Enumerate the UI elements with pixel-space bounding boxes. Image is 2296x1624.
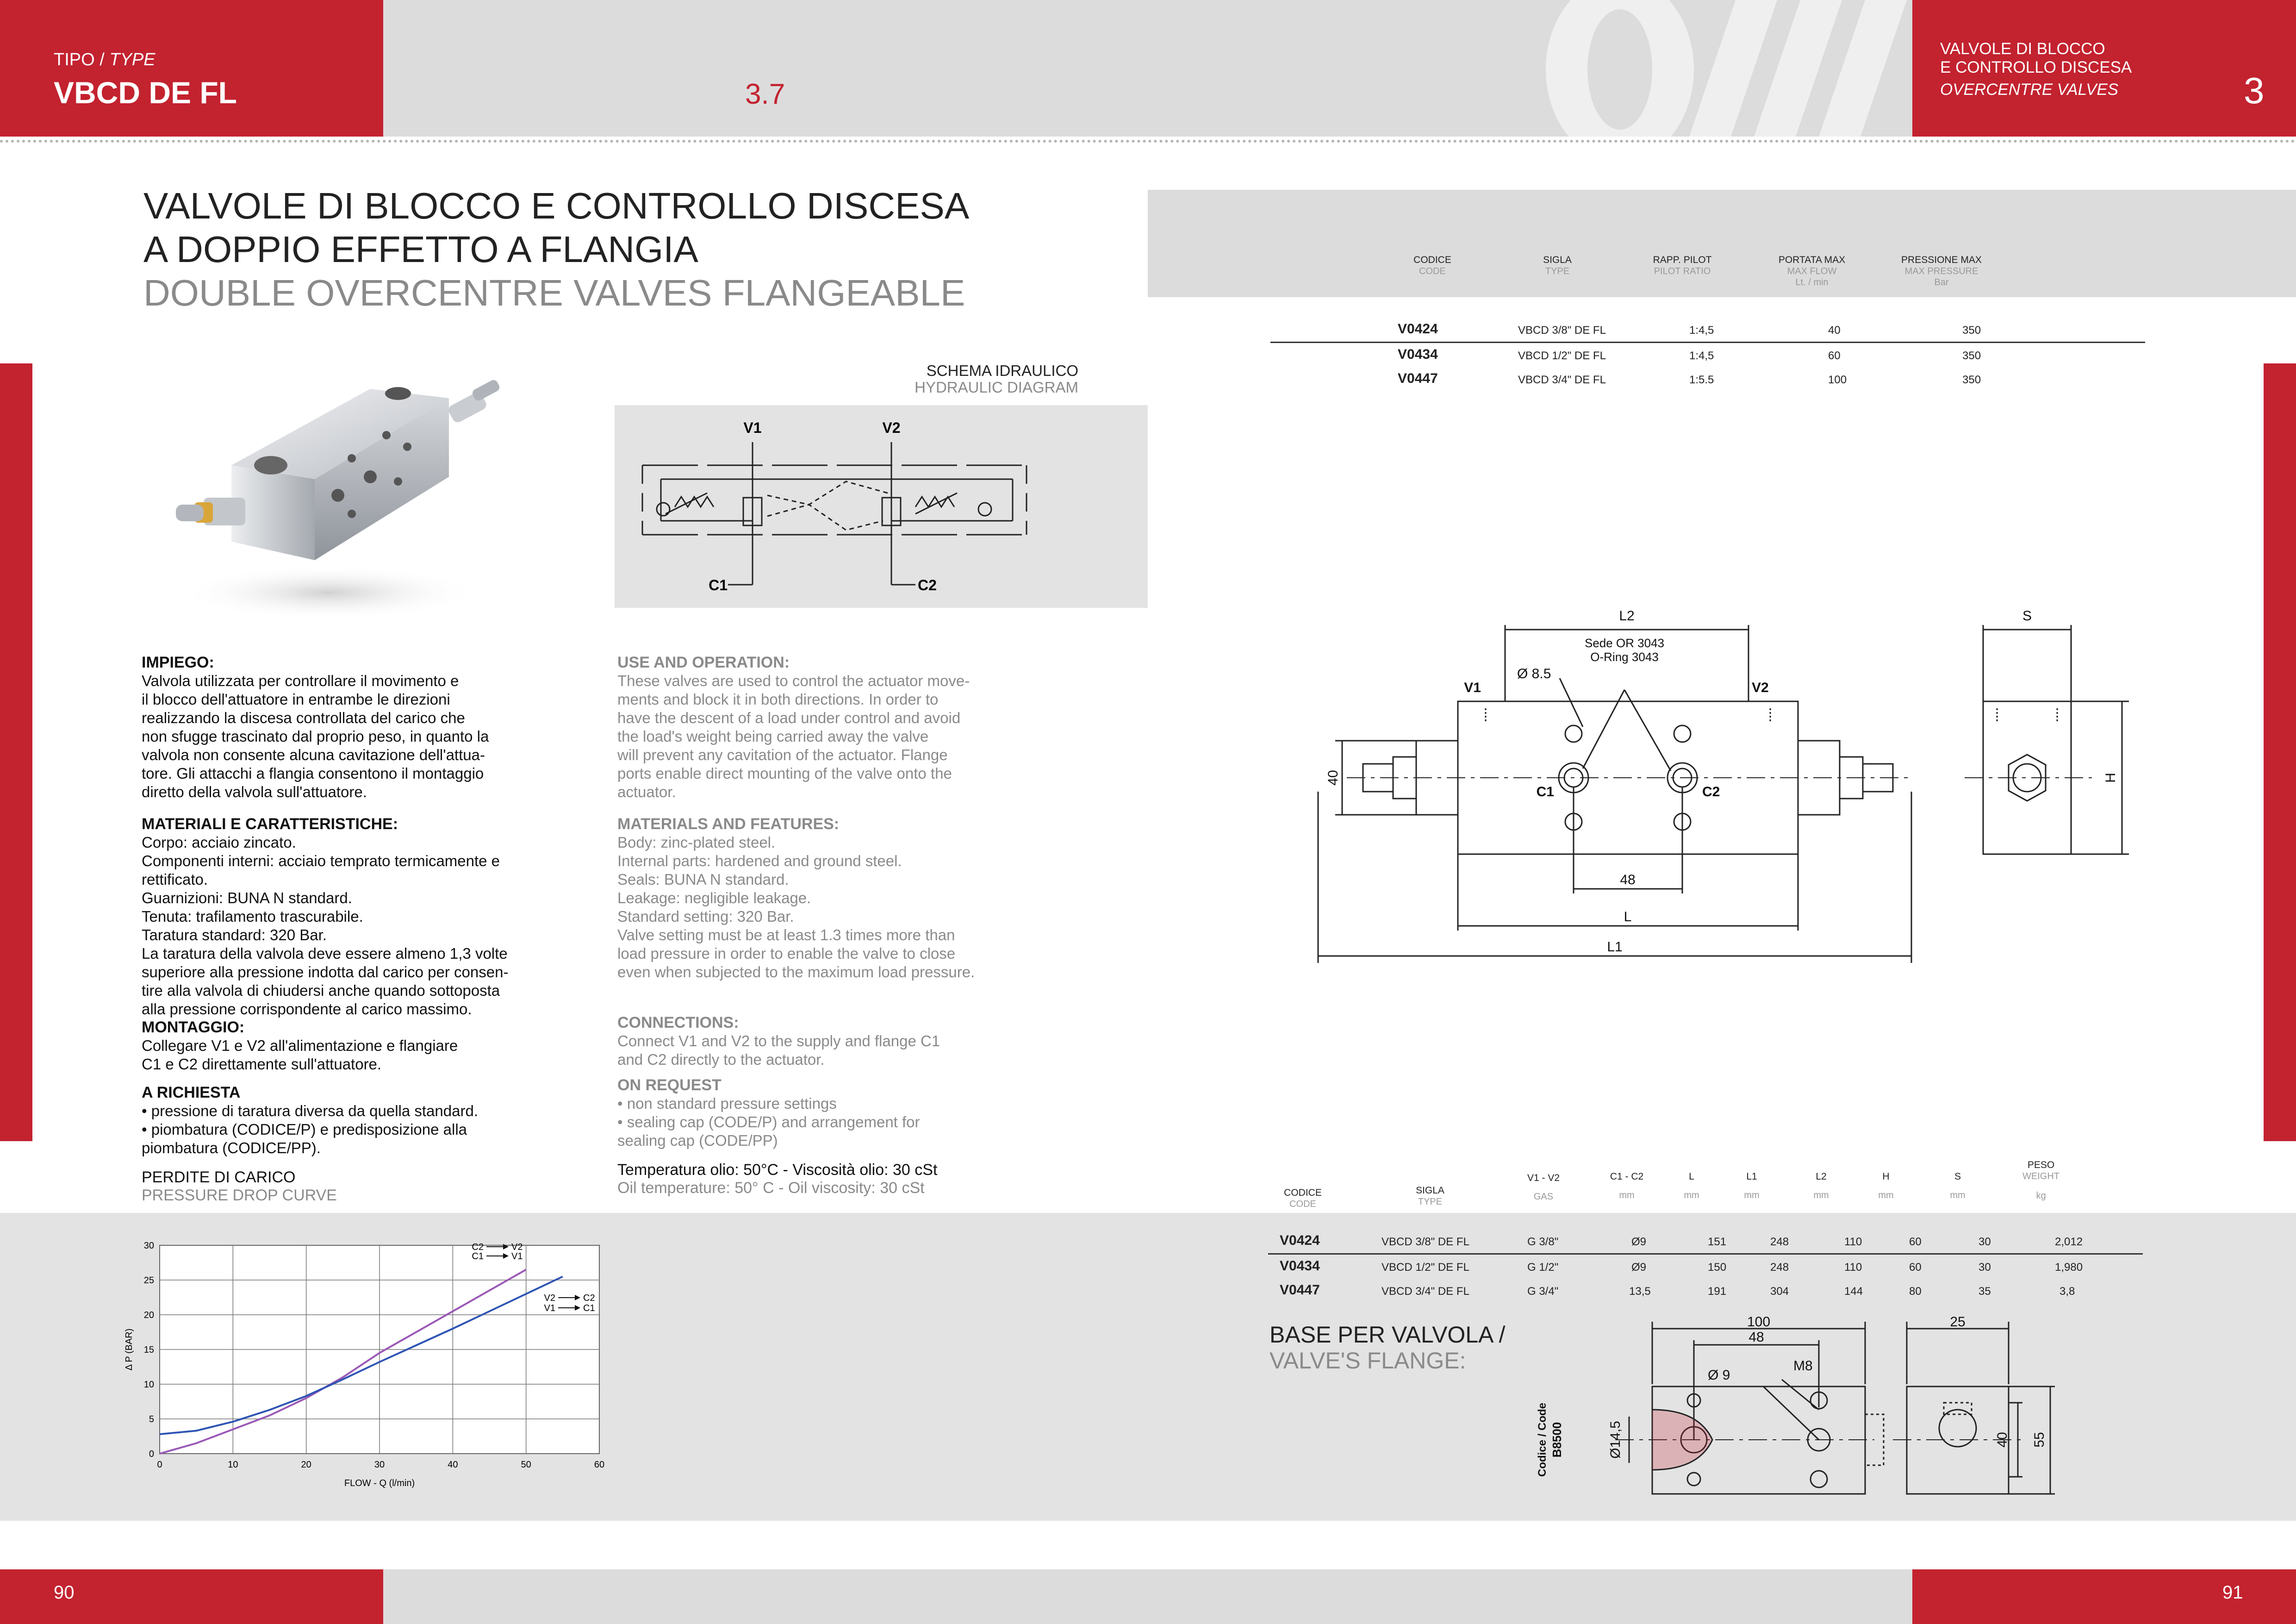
legend-to: V2 — [511, 1242, 523, 1252]
table-row: V0447 VBCD 3/4" DE FL G 3/4" 13,5 191 304 144 80 35 3,8 — [1280, 1282, 2075, 1298]
legend-from: V1 — [544, 1303, 555, 1313]
page-number-left: 90 — [54, 1582, 75, 1603]
pressure-drop-heading: PRESSURE DROP CURVE — [142, 1187, 337, 1204]
x-tick-label: 40 — [448, 1460, 458, 1470]
dim-l-label: L — [1624, 909, 1632, 924]
richiesta-text: • pressione di taratura diversa da quella standard. • piombatura (CODICE/P) e predisposizione alla piombatura (CODICE/PP). — [142, 1102, 478, 1156]
flange-dim-145: Ø14,5 — [1608, 1421, 1623, 1459]
legend-to: V1 — [511, 1251, 523, 1262]
section-number: 3.7 — [745, 78, 785, 110]
pressure-drop-chart — [111, 1227, 639, 1495]
richiesta-heading: A RICHIESTA — [142, 1084, 241, 1101]
y-tick-label: 0 — [149, 1449, 154, 1459]
valve-product-image — [176, 361, 528, 630]
use-text: These valves are used to control the actuator move- ments and block it in both directions. In order to have the descent of a load under control and avoid the load's weight being carried away the valve will prevent any cavitation of the actuator. Flange ports enable direct mounting of the valve onto the actuator. — [617, 672, 970, 800]
page-number-right: 91 — [2222, 1582, 2243, 1603]
materials-heading: MATERIALS AND FEATURES: — [617, 815, 840, 833]
dim-v1-label: V1 — [1464, 680, 1481, 695]
flange-code-label: Codice / Code — [1536, 1402, 1549, 1477]
y-tick-label: 30 — [143, 1241, 154, 1251]
flange-dim-25: 25 — [1950, 1315, 1966, 1330]
category-en: OVERCENTRE VALVES — [1940, 81, 2119, 99]
temp-it: Temperatura olio: 50°C - Viscosità olio: 30 cSt — [617, 1161, 938, 1179]
flange-dim-55: 55 — [2032, 1432, 2047, 1448]
x-tick-label: 10 — [228, 1460, 238, 1470]
connections-heading: CONNECTIONS: — [617, 1014, 739, 1031]
schema-v2-label: V2 — [882, 419, 901, 436]
flange-dim-m8: M8 — [1793, 1358, 1813, 1374]
impiego-text: Valvola utilizzata per controllare il movimento e il blocco dell'attuatore in entrambe le direzioni realizzando la discesa controllata del carico che non sfugge trascinato dal proprio peso, in quanto la valvola non consente alcuna cavitazione dell'attua- tore. Gli attacchi a flangia consentono il montaggio diretto della valvola sull'attuatore. — [142, 672, 489, 800]
materiali-text: Corpo: acciaio zincato. Componenti interni: acciaio temprato termicamente e rettificato. Guarnizioni: BUNA N standard. Tenuta: trafilamento trascurabile. Taratura standard: 320 Bar. La taratura della valvola deve essere almeno 1,3 volte superiore alla pressione indotta dal carico per consen- tire alla valvola di chiudersi anche quando sottoposta alla pressione corrispondente al carico massimo. — [142, 834, 509, 1018]
dim-48-label: 48 — [1620, 872, 1636, 887]
legend-from: V2 — [544, 1293, 555, 1303]
x-axis-label: FLOW - Q (l/min) — [344, 1478, 415, 1488]
materiali-heading: MATERIALI E CARATTERISTICHE: — [142, 815, 398, 833]
chapter-number: 3 — [2244, 70, 2265, 111]
left-edge-bar — [0, 363, 32, 1141]
flange-dim-d9: Ø 9 — [1708, 1368, 1730, 1383]
flange-code-value: B8500 — [1550, 1422, 1564, 1458]
flange-dim-100: 100 — [1747, 1315, 1771, 1330]
flange-dim-40: 40 — [1995, 1432, 2010, 1448]
dim-l2-label: L2 — [1619, 608, 1635, 624]
hydraulic-diagram — [615, 405, 1148, 608]
product-name: VBCD DE FL — [54, 75, 237, 110]
header-dotted-rule — [0, 140, 2296, 143]
dim-oring-label: O-Ring 3043 — [1590, 650, 1659, 664]
legend-to: C2 — [583, 1293, 595, 1303]
header-left-panel — [0, 0, 383, 137]
category-it-1: VALVOLE DI BLOCCO — [1940, 40, 2105, 58]
footer-center-band — [383, 1569, 1912, 1624]
dim-table-headers: CODICE CODE SIGLA TYPE V1 - V2 GAS C1 - C2 mm L mm L1 mm L2 mm H mm S mm PESO WEIGHT kg — [1284, 1160, 2060, 1209]
y-tick-label: 20 — [143, 1310, 154, 1320]
dim-c2-label: C2 — [1702, 784, 1720, 800]
dim-40-label: 40 — [1325, 770, 1341, 786]
x-tick-label: 30 — [374, 1460, 385, 1470]
flange-title: BASE PER VALVOLA / VALVE'S FLANGE: — [1269, 1322, 1506, 1374]
text-column-en — [617, 654, 1034, 1197]
materials-text: Body: zinc-plated steel. Internal parts: hardened and ground steel. Seals: BUNA N standard. Leakage: negligible leakage. Standard setting: 320 Bar. Valve setting must be at least 1.3 times more than load pressure in order to enable the valve to close even when subjected to the maximum load pressure. — [617, 834, 975, 981]
y-tick-label: 10 — [143, 1380, 154, 1390]
text-column-it — [142, 654, 540, 1205]
dim-s-label: S — [2022, 608, 2032, 624]
request-heading: ON REQUEST — [617, 1076, 722, 1094]
connections-text: Connect V1 and V2 to the supply and flange C1 and C2 directly to the actuator. — [617, 1032, 940, 1068]
dim-c1-label: C1 — [1536, 784, 1554, 800]
dim-h-label: H — [2103, 773, 2118, 783]
y-tick-label: 25 — [143, 1275, 154, 1286]
flange-drawing — [1523, 1315, 2078, 1509]
type-label: TIPO / TYPE — [54, 50, 156, 69]
schema-c2-label: C2 — [918, 577, 937, 593]
montaggio-text: Collegare V1 e V2 all'alimentazione e flangiare C1 e C2 direttamente sull'attuatore. — [142, 1037, 458, 1073]
use-heading: USE AND OPERATION: — [617, 654, 790, 671]
table-row: V0447 VBCD 3/4" DE FL 1:5.5 100 350 — [1398, 371, 1981, 386]
dimension-drawing — [1263, 597, 2166, 968]
header-right-panel — [1912, 0, 2296, 137]
request-text: • non standard pressure settings • sealing cap (CODE/P) and arrangement for sealing cap (CODE/PP) — [617, 1095, 920, 1149]
category-it-2: E CONTROLLO DISCESA — [1940, 58, 2132, 76]
legend-to: C1 — [583, 1303, 595, 1313]
dim-sede-label: Sede OR 3043 — [1584, 636, 1665, 650]
spec-table — [1270, 318, 2145, 391]
spec-table-headers: CODICE CODE SIGLA TYPE RAPP. PILOT PILOT RATIO PORTATA MAX MAX FLOW Lt. / min PRESSIONE MAX MAX PRESSURE Bar — [1413, 255, 1982, 287]
schema-v1-label: V1 — [743, 419, 762, 436]
y-tick-label: 15 — [143, 1345, 154, 1355]
y-axis-label: Δ P (BAR) — [124, 1328, 134, 1371]
montaggio-heading: MONTAGGIO: — [142, 1018, 245, 1036]
table-row: V0424 VBCD 3/8" DE FL G 3/8" Ø9 151 248 110 60 30 2,012 — [1268, 1229, 2143, 1255]
schema-title: SCHEMA IDRAULICO HYDRAULIC DIAGRAM — [915, 362, 1078, 396]
table-row: V0424 VBCD 3/8" DE FL 1:4,5 40 350 — [1270, 318, 2145, 343]
legend-from: C1 — [472, 1251, 484, 1262]
x-tick-label: 60 — [594, 1460, 605, 1470]
footer-right-panel — [1912, 1569, 2296, 1624]
dim-diameter-label: Ø 8.5 — [1517, 666, 1551, 681]
temp-en: Oil temperature: 50° C - Oil viscosity: 30 cSt — [617, 1179, 925, 1197]
header-logo-graphic — [1537, 0, 1907, 137]
right-edge-bar — [2264, 363, 2296, 1141]
y-tick-label: 5 — [149, 1414, 154, 1424]
dim-l1-label: L1 — [1607, 939, 1623, 955]
page-title: VALVOLE DI BLOCCO E CONTROLLO DISCESA A DOPPIO EFFETTO A FLANGIA DOUBLE OVERCENTRE VALVES FLANGEABLE — [143, 185, 970, 313]
table-row: V0434 VBCD 1/2" DE FL 1:4,5 60 350 — [1398, 347, 1981, 362]
x-tick-label: 50 — [521, 1460, 531, 1470]
perdite-heading: PERDITE DI CARICO — [142, 1168, 296, 1186]
footer-left-panel — [0, 1569, 383, 1624]
x-tick-label: 20 — [301, 1460, 311, 1470]
flange-dim-48: 48 — [1748, 1330, 1764, 1345]
schema-c1-label: C1 — [709, 577, 728, 593]
legend-from: C2 — [472, 1242, 484, 1252]
impiego-heading: IMPIEGO: — [142, 654, 214, 671]
dim-table — [1268, 1229, 2143, 1303]
dim-v2-label: V2 — [1752, 680, 1769, 695]
table-row: V0434 VBCD 1/2" DE FL G 1/2" Ø9 150 248 110 60 30 1,980 — [1280, 1258, 2083, 1274]
x-tick-label: 0 — [157, 1460, 162, 1470]
